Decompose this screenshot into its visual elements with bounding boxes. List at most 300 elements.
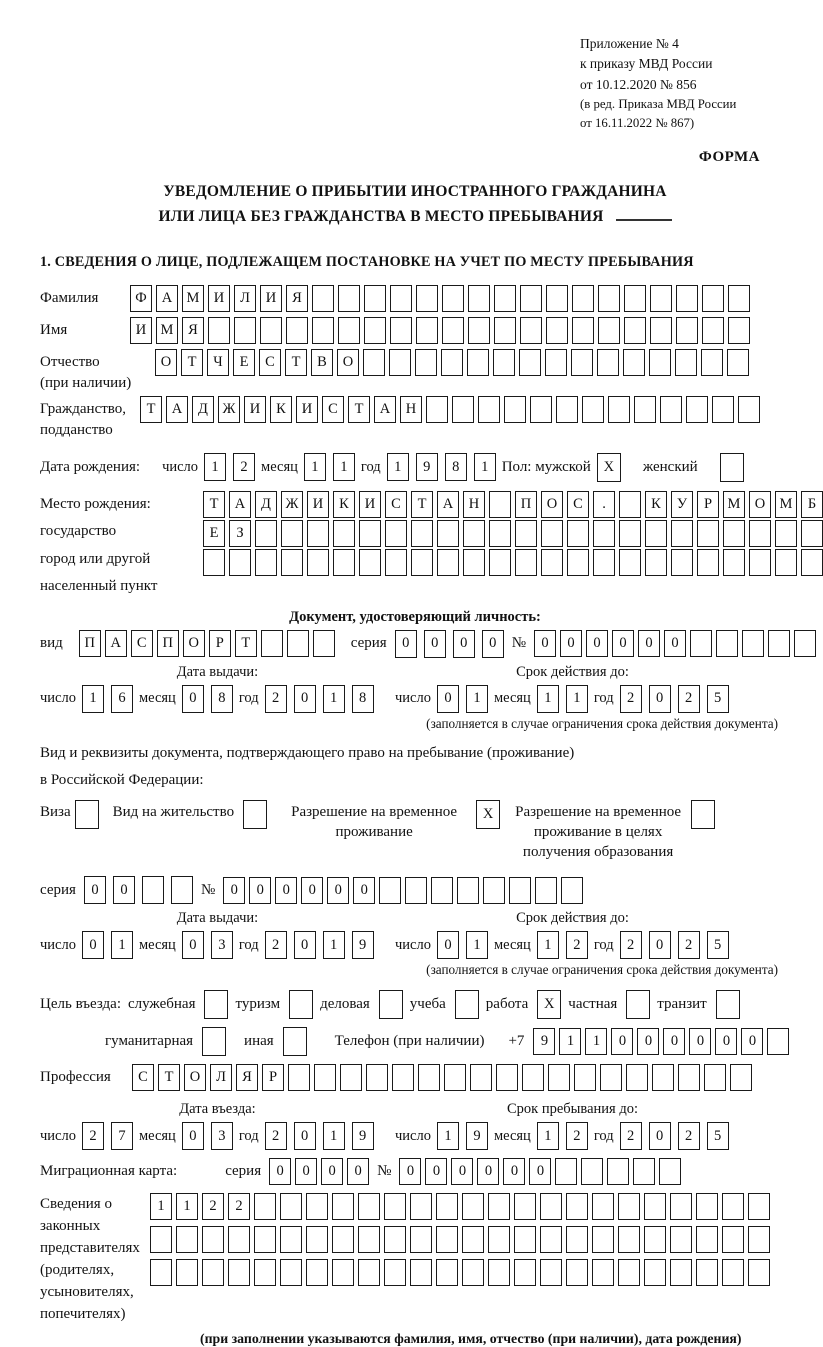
purpose-label: Цель въезда: [40,996,121,1013]
char-box [467,349,489,376]
char-box [676,285,698,312]
char-box [723,549,745,576]
char-box: 0 [560,630,582,657]
char-box [720,453,744,482]
residence-intro-line1: Вид и реквизиты документа, подтверждающего право на пребывание (проживание) [40,744,575,761]
char-box [312,317,334,344]
day-label: число [162,458,199,475]
char-box [515,520,537,547]
char-box [452,396,474,423]
char-box: В [311,349,333,376]
char-box [392,1064,414,1091]
char-box: 0 [294,1122,316,1150]
representatives-label-line: законных [40,1218,101,1235]
char-box: 0 [223,877,245,904]
char-box [574,1064,596,1091]
char-box [509,877,531,904]
char-box [702,317,724,344]
char-box [410,1193,432,1220]
representatives-label-line: представителях [40,1240,140,1257]
citizenship-label-line2: подданство [40,421,113,438]
char-box: И [307,491,329,518]
char-box [722,1193,744,1220]
char-box: О [183,630,205,657]
char-box: П [515,491,537,518]
char-box [581,1158,603,1185]
char-box [650,285,672,312]
char-box [288,1064,310,1091]
char-box: О [337,349,359,376]
char-box [312,285,334,312]
residence-series-boxes [84,876,193,904]
char-box: С [259,349,281,376]
birth-date-row [40,453,790,482]
entry-month [182,1122,233,1150]
char-box [176,1226,198,1253]
char-box [228,1259,250,1286]
purpose-transit-checkbox [716,990,740,1019]
char-box: 1 [437,1122,459,1150]
entry-date [40,1122,395,1150]
char-box [704,1064,726,1091]
char-box: 0 [482,630,504,658]
month-label: месяц [138,936,176,953]
char-box [287,630,309,657]
doc-expiry-date [395,685,750,713]
char-box [416,285,438,312]
char-box: 0 [395,630,417,658]
purpose-business-checkbox [379,990,403,1019]
appendix-line: Приложение № 4 [580,36,679,51]
purpose-private-checkbox [626,990,650,1019]
form-label: ФОРМА [698,149,760,166]
year-label: год [593,936,614,953]
year-label: год [238,1127,259,1144]
char-box: Б [801,491,823,518]
char-box [442,285,464,312]
char-box [697,520,719,547]
sex-female-checkbox [720,453,744,482]
char-box [306,1259,328,1286]
char-box [254,1193,276,1220]
char-box: 7 [111,1122,133,1150]
surname-boxes [130,285,750,312]
appendix-line: от 10.12.2020 № 856 [580,76,697,92]
char-box: 0 [249,877,271,904]
char-box [515,549,537,576]
char-box [444,1064,466,1091]
char-box [418,1064,440,1091]
char-box [546,285,568,312]
migration-card-series-boxes [269,1158,369,1185]
option-temp-residence-label: Разрешение на временное проживание [291,804,458,841]
char-box: 0 [664,630,686,657]
option-temp-residence-education-checkbox [691,800,715,829]
char-box [441,349,463,376]
char-box: 9 [352,931,374,959]
char-box [332,1226,354,1253]
doc-kind-boxes [79,630,335,657]
char-box [618,1193,640,1220]
char-box [150,1259,172,1286]
char-box: Я [286,285,308,312]
char-box: X [476,800,500,829]
char-box [633,1158,655,1185]
birth-place-row3 [203,549,823,576]
char-box [260,317,282,344]
char-box: Ф [130,285,152,312]
purpose-humanitarian-label: гуманитарная [105,1033,194,1050]
char-box: С [132,1064,154,1091]
char-box: М [775,491,797,518]
month-label: месяц [138,690,176,707]
char-box: 6 [111,685,133,713]
char-box [281,549,303,576]
char-box [426,396,448,423]
residence-issue-day [82,931,133,959]
representatives-label-line: Сведения о [40,1196,112,1213]
char-box: 1 [474,453,496,481]
char-box [645,520,667,547]
char-box [598,285,620,312]
char-box [385,520,407,547]
char-box [379,990,403,1019]
char-box [567,549,589,576]
doc-issue-day [82,685,133,713]
form-title-line1: УВЕДОМЛЕНИЕ О ПРИБЫТИИ ИНОСТРАННОГО ГРАЖДАНИНА [163,183,667,201]
identity-doc-heading: Документ, удостоверяющий личность: [289,608,541,625]
representatives-boxes [150,1193,770,1286]
month-label: месяц [493,936,531,953]
char-box [468,317,490,344]
char-box [340,1064,362,1091]
char-box: Т [140,396,162,423]
residence-dates [40,910,790,959]
residence-expiry-date [395,931,750,959]
char-box [171,876,193,904]
char-box [229,549,251,576]
char-box: И [359,491,381,518]
char-box: 3 [211,931,233,959]
char-box [742,630,764,657]
char-box [691,800,715,829]
char-box [650,317,672,344]
char-box [363,349,385,376]
char-box [415,349,437,376]
char-box: 2 [566,1122,588,1150]
purpose-other-label: иная [244,1033,274,1050]
char-box: 0 [269,1158,291,1185]
char-box: 0 [301,877,323,904]
char-box: Е [233,349,255,376]
migration-card-number-label: № [377,1163,392,1180]
doc-expiry-note: (заполняется в случае ограничения срока действия документа) [426,715,778,731]
char-box [437,520,459,547]
char-box [384,1193,406,1220]
char-box [600,1064,622,1091]
char-box: 0 [534,630,556,657]
year-label: год [360,458,381,475]
char-box [593,520,615,547]
representatives-label-line: попечителях) [40,1306,126,1323]
stay-day [437,1122,488,1150]
char-box: 1 [333,453,355,481]
char-box [592,1259,614,1286]
char-box: Р [262,1064,284,1091]
char-box [333,549,355,576]
char-box [389,349,411,376]
char-box [228,1226,250,1253]
char-box [514,1193,536,1220]
residence-expiry-col [395,910,750,959]
char-box [540,1193,562,1220]
day-label: число [395,690,431,707]
birth-place-boxes [203,491,823,576]
char-box [455,990,479,1019]
representatives-label-line: усыновителях, [40,1284,134,1301]
char-box [234,317,256,344]
char-box [626,1064,648,1091]
char-box [411,549,433,576]
char-box: Т [181,349,203,376]
char-box [405,877,427,904]
char-box [670,1193,692,1220]
char-box [442,317,464,344]
surname-label: Фамилия [40,289,99,306]
char-box [306,1226,328,1253]
char-box: М [182,285,204,312]
doc-issue-heading: Дата выдачи: [176,663,259,680]
stay-until-heading: Срок пребывания до: [507,1101,638,1118]
char-box [671,549,693,576]
char-box [592,1226,614,1253]
char-box [582,396,604,423]
char-box: 0 [294,931,316,959]
char-box: 1 [204,453,226,481]
char-box: Я [236,1064,258,1091]
residence-issue-month [182,931,233,959]
option-residence-permit [113,798,267,829]
residence-expiry-note: (заполняется в случае ограничения срока действия документа) [426,962,778,978]
char-box: 0 [637,1028,659,1055]
char-box: 1 [323,685,345,713]
char-box [478,396,500,423]
amendment-line: (в ред. Приказа МВД России [580,96,737,111]
char-box: 2 [228,1193,250,1220]
char-box [437,549,459,576]
purpose-tourism-checkbox [289,990,313,1019]
char-box: Ч [207,349,229,376]
char-box [686,396,708,423]
identity-doc-row [40,630,790,658]
patronymic-boxes [155,349,749,376]
patronymic-label-line2: (при наличии) [40,374,132,391]
residence-issue-heading: Дата выдачи: [176,910,259,927]
char-box: 0 [82,931,104,959]
char-box [306,1193,328,1220]
citizenship-label-line1: Гражданство, [40,400,127,417]
char-box [619,549,641,576]
char-box [546,317,568,344]
doc-series-boxes [395,630,504,658]
representatives-row3 [150,1259,770,1286]
char-box: 0 [327,877,349,904]
char-box: 2 [233,453,255,481]
doc-issue-col [40,664,395,713]
char-box [75,800,99,829]
citizenship-label [40,396,140,441]
char-box [488,1226,510,1253]
char-box: Т [235,630,257,657]
char-box: 1 [323,931,345,959]
char-box [644,1259,666,1286]
char-box [566,1226,588,1253]
representatives-note: (при заполнении указываются фамилия, имя, отчество (при наличии), дата рождения) [200,1331,742,1347]
form-title [40,180,790,230]
char-box [738,396,760,423]
month-label: месяц [138,1127,176,1144]
char-box [208,317,230,344]
char-box: Д [255,491,277,518]
option-temp-residence-education-label: Разрешение на временное проживание в целях получения образования [515,804,682,861]
char-box [572,317,594,344]
char-box: Н [400,396,422,423]
char-box: А [374,396,396,423]
stay-until-date [395,1122,750,1150]
doc-issue-date [40,685,395,713]
surname-row [40,285,790,312]
char-box [261,630,283,657]
char-box [592,1193,614,1220]
option-residence-permit-label: Вид на жительство [112,804,235,821]
residence-series-row [40,876,790,904]
char-box [359,520,381,547]
char-box: 5 [707,1122,729,1150]
char-box: 2 [620,931,642,959]
char-box [696,1259,718,1286]
char-box [670,1259,692,1286]
char-box [566,1259,588,1286]
birth-place-label-line: населенный пункт [40,578,158,595]
sex-female-label: женский [642,458,698,475]
birth-place-row2 [203,520,823,547]
char-box: 2 [82,1122,104,1150]
char-box [411,520,433,547]
char-box: 0 [689,1028,711,1055]
char-box [489,520,511,547]
char-box: 3 [211,1122,233,1150]
option-temp-residence-checkbox [476,800,500,829]
doc-expiry-heading: Срок действия до: [516,663,629,680]
representatives-row2 [150,1226,770,1253]
doc-expiry-col [395,664,750,713]
char-box: 0 [503,1158,525,1185]
char-box [608,396,630,423]
char-box [504,396,526,423]
char-box [359,549,381,576]
residence-expiry-year [620,931,729,959]
char-box [150,1226,172,1253]
year-label: год [238,936,259,953]
char-box [522,1064,544,1091]
char-box: У [671,491,693,518]
char-box: 0 [275,877,297,904]
char-box [494,317,516,344]
char-box [728,285,750,312]
char-box [283,1027,307,1056]
char-box: 0 [347,1158,369,1185]
char-box [607,1158,629,1185]
char-box: 0 [353,877,375,904]
char-box [463,549,485,576]
given-name-row [40,317,790,344]
char-box: 2 [265,685,287,713]
char-box: 1 [537,1122,559,1150]
char-box: 0 [715,1028,737,1055]
purpose-study-checkbox [455,990,479,1019]
month-label: месяц [493,1127,531,1144]
char-box [722,1259,744,1286]
char-box [431,877,453,904]
char-box [749,549,771,576]
char-box [496,1064,518,1091]
char-box [618,1259,640,1286]
char-box [462,1193,484,1220]
given-name-label: Имя [40,321,68,338]
birth-month-boxes [304,453,355,481]
char-box: 0 [453,630,475,658]
residence-number-boxes [223,877,583,904]
char-box: 1 [176,1193,198,1220]
char-box: О [155,349,177,376]
char-box [338,317,360,344]
residence-issue-year [265,931,374,959]
char-box: 0 [182,931,204,959]
char-box: С [131,630,153,657]
char-box [520,285,542,312]
residence-options [40,798,790,862]
option-visa-checkbox [75,800,99,829]
char-box [462,1259,484,1286]
char-box [202,1226,224,1253]
char-box: М [156,317,178,344]
char-box [384,1259,406,1286]
char-box [794,630,816,657]
purpose-tourism-label: туризм [235,996,281,1013]
char-box: 0 [437,685,459,713]
char-box: 1 [304,453,326,481]
char-box [519,349,541,376]
char-box: О [749,491,771,518]
char-box [593,549,615,576]
char-box: А [156,285,178,312]
char-box [634,396,656,423]
char-box: Ж [281,491,303,518]
char-box [676,317,698,344]
char-box: Я [182,317,204,344]
option-residence-permit-checkbox [243,800,267,829]
patronymic-label [40,349,155,394]
citizenship-row [40,396,790,441]
char-box [202,1027,226,1056]
char-box: К [270,396,292,423]
char-box [255,549,277,576]
birth-year-boxes [387,453,496,481]
char-box: 2 [202,1193,224,1220]
char-box [307,520,329,547]
char-box [488,1193,510,1220]
char-box [457,877,479,904]
